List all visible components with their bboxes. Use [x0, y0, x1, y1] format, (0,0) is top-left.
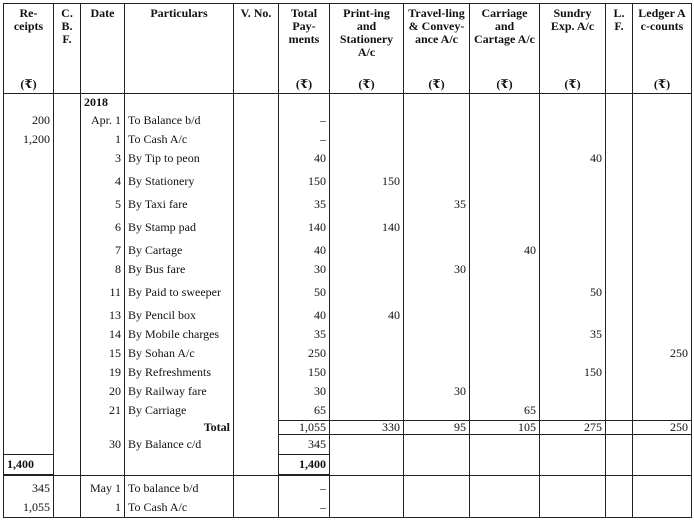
- voucher-cell: [234, 168, 279, 195]
- entry-date: 1: [81, 498, 125, 518]
- total-payment-amount: 40: [279, 241, 330, 260]
- entry-particulars: By Cartage: [125, 241, 234, 260]
- empty-cell: [606, 479, 633, 498]
- entry-date: 8: [81, 260, 125, 279]
- total-payment-amount: 150: [279, 168, 330, 195]
- voucher-cell: [234, 306, 279, 325]
- total-payment-amount: –: [279, 479, 330, 498]
- lf-cell: [606, 241, 633, 260]
- receipt-amount: [4, 241, 54, 260]
- entry-particulars: By Paid to sweeper: [125, 279, 234, 306]
- grand-total-payments: 1,400: [279, 455, 330, 476]
- entry-date: May 1: [81, 479, 125, 498]
- entry-particulars: By Stationery: [125, 168, 234, 195]
- printing-amount: [330, 325, 404, 344]
- empty-cell: [330, 498, 404, 518]
- travel-amount: [404, 363, 470, 382]
- carriage-amount: [470, 168, 540, 195]
- travel-amount: [404, 111, 470, 130]
- receipt-amount: [4, 363, 54, 382]
- travel-amount: 30: [404, 382, 470, 401]
- sundry-amount: [540, 260, 606, 279]
- cbf-cell: [54, 498, 81, 518]
- sundry-amount: [540, 241, 606, 260]
- ledger-amount: [633, 214, 692, 241]
- printing-amount: [330, 260, 404, 279]
- total-sundry-sum: 275: [540, 421, 606, 435]
- travel-amount: [404, 214, 470, 241]
- carriage-amount: 40: [470, 241, 540, 260]
- total-payment-amount: 65: [279, 401, 330, 421]
- ledger-row: [4, 260, 692, 279]
- ledger-row: [4, 279, 692, 306]
- cbf-cell: [54, 479, 81, 498]
- lf-cell: [606, 168, 633, 195]
- printing-amount: 150: [330, 168, 404, 195]
- balance-cd-amount: 345: [279, 435, 330, 455]
- col-cbf: C. B. F.: [54, 4, 81, 76]
- grand-total-row: [4, 455, 692, 476]
- receipt-amount: [4, 401, 54, 421]
- empty-cell: [540, 498, 606, 518]
- total-payment-amount: 250: [279, 344, 330, 363]
- cbf-cell: [54, 195, 81, 214]
- printing-amount: [330, 130, 404, 149]
- entry-particulars: By Tip to peon: [125, 149, 234, 168]
- entry-date: Apr. 1: [81, 111, 125, 130]
- cbf-cell: [54, 111, 81, 130]
- header-row: [4, 4, 692, 76]
- voucher-cell: [234, 344, 279, 363]
- entry-particulars: By Carriage: [125, 401, 234, 421]
- entry-particulars: To Balance b/d: [125, 111, 234, 130]
- carriage-amount: [470, 279, 540, 306]
- sundry-amount: [540, 168, 606, 195]
- ledger-amount: [633, 241, 692, 260]
- receipt-amount: [4, 325, 54, 344]
- total-payment-amount: 150: [279, 363, 330, 382]
- ledger-amount: [633, 401, 692, 421]
- entry-particulars: By Mobile charges: [125, 325, 234, 344]
- col-ledger-accounts: Ledger A c-counts: [633, 4, 692, 76]
- receipt-amount: [4, 214, 54, 241]
- empty-cell: [330, 479, 404, 498]
- ledger-row: [4, 241, 692, 260]
- ledger-row: [4, 149, 692, 168]
- ledger-amount: [633, 130, 692, 149]
- ledger-row: [4, 111, 692, 130]
- voucher-cell: [234, 325, 279, 344]
- voucher-cell: [234, 479, 279, 498]
- total-payment-amount: 35: [279, 325, 330, 344]
- total-payment-amount: –: [279, 130, 330, 149]
- entry-date: 19: [81, 363, 125, 382]
- lf-cell: [606, 260, 633, 279]
- ledger-amount: [633, 382, 692, 401]
- carriage-amount: [470, 260, 540, 279]
- empty-cell: [633, 498, 692, 518]
- entry-date: 21: [81, 401, 125, 421]
- may-ledger-row: [4, 479, 692, 498]
- voucher-cell: [234, 149, 279, 168]
- voucher-cell: [234, 498, 279, 518]
- total-payment-amount: 30: [279, 260, 330, 279]
- carriage-amount: [470, 363, 540, 382]
- voucher-cell: [234, 279, 279, 306]
- total-carriage-sum: 105: [470, 421, 540, 435]
- col-total-payments: Total Pay-ments: [279, 4, 330, 76]
- ledger-amount: [633, 260, 692, 279]
- entry-date: 4: [81, 168, 125, 195]
- total-row: [4, 421, 692, 435]
- ledger-amount: [633, 195, 692, 214]
- voucher-cell: [234, 363, 279, 382]
- entry-date: 11: [81, 279, 125, 306]
- ledger-amount: [633, 279, 692, 306]
- carriage-amount: [470, 382, 540, 401]
- cbf-cell: [54, 382, 81, 401]
- sundry-amount: 40: [540, 149, 606, 168]
- total-payment-amount: 50: [279, 279, 330, 306]
- empty-cell: [540, 479, 606, 498]
- carriage-amount: [470, 325, 540, 344]
- total-ledger-sum: 250: [633, 421, 692, 435]
- travel-amount: [404, 130, 470, 149]
- entry-date: 15: [81, 344, 125, 363]
- cbf-cell: [54, 214, 81, 241]
- rupee-symbol: (₹): [404, 75, 470, 94]
- year-row: [4, 94, 692, 112]
- ledger-row: [4, 195, 692, 214]
- sundry-amount: 35: [540, 325, 606, 344]
- lf-cell: [606, 130, 633, 149]
- may-ledger-row: [4, 498, 692, 518]
- rupee-symbol: (₹): [470, 75, 540, 94]
- cbf-cell: [54, 306, 81, 325]
- receipt-amount: [4, 260, 54, 279]
- ledger-row: [4, 306, 692, 325]
- sundry-amount: [540, 344, 606, 363]
- rupee-symbol: (₹): [279, 75, 330, 94]
- total-payment-amount: 40: [279, 306, 330, 325]
- lf-cell: [606, 279, 633, 306]
- cbf-cell: [54, 279, 81, 306]
- rupee-row: [4, 75, 692, 94]
- rupee-symbol: (₹): [633, 75, 692, 94]
- col-date: Date: [81, 4, 125, 76]
- voucher-cell: [234, 214, 279, 241]
- ledger-row: [4, 363, 692, 382]
- sundry-amount: 150: [540, 363, 606, 382]
- sundry-amount: [540, 111, 606, 130]
- ledger-row: [4, 130, 692, 149]
- total-payment-amount: 40: [279, 149, 330, 168]
- col-lf: L. F.: [606, 4, 633, 76]
- lf-cell: [606, 214, 633, 241]
- carriage-amount: 65: [470, 401, 540, 421]
- printing-amount: [330, 401, 404, 421]
- cbf-cell: [54, 363, 81, 382]
- receipt-amount: [4, 382, 54, 401]
- entry-date: 7: [81, 241, 125, 260]
- travel-amount: 35: [404, 195, 470, 214]
- empty-cell: [606, 498, 633, 518]
- year-label: 2018: [81, 94, 125, 112]
- carriage-amount: [470, 306, 540, 325]
- balance-cd-row: [4, 435, 692, 455]
- printing-amount: [330, 279, 404, 306]
- ledger-amount: 250: [633, 344, 692, 363]
- carriage-amount: [470, 149, 540, 168]
- empty-cell: [633, 479, 692, 498]
- entry-particulars: To balance b/d: [125, 479, 234, 498]
- receipt-amount: [4, 195, 54, 214]
- lf-cell: [606, 344, 633, 363]
- voucher-cell: [234, 241, 279, 260]
- col-printing-stationery: Print-ing and Stationery A/c: [330, 4, 404, 76]
- ledger-amount: [633, 168, 692, 195]
- entry-particulars: To Cash A/c: [125, 498, 234, 518]
- lf-cell: [606, 401, 633, 421]
- sundry-amount: [540, 130, 606, 149]
- petty-cash-book: [3, 3, 691, 527]
- lf-cell: [606, 382, 633, 401]
- balance-cd-particulars: By Balance c/d: [125, 435, 234, 455]
- travel-amount: 30: [404, 260, 470, 279]
- receipt-amount: 200: [4, 111, 54, 130]
- receipt-amount: 1,055: [4, 498, 54, 518]
- ledger-amount: [633, 306, 692, 325]
- printing-amount: 40: [330, 306, 404, 325]
- entry-date: 5: [81, 195, 125, 214]
- entry-particulars: By Sohan A/c: [125, 344, 234, 363]
- receipt-amount: [4, 306, 54, 325]
- petty-cash-book-table: [3, 3, 692, 518]
- empty-cell: [470, 498, 540, 518]
- entry-date: 14: [81, 325, 125, 344]
- travel-amount: [404, 279, 470, 306]
- entry-date: 20: [81, 382, 125, 401]
- carriage-amount: [470, 195, 540, 214]
- voucher-cell: [234, 401, 279, 421]
- receipt-amount: 345: [4, 479, 54, 498]
- printing-amount: [330, 344, 404, 363]
- printing-amount: [330, 111, 404, 130]
- total-payment-amount: –: [279, 498, 330, 518]
- entry-particulars: By Bus fare: [125, 260, 234, 279]
- travel-amount: [404, 325, 470, 344]
- lf-cell: [606, 149, 633, 168]
- cbf-cell: [54, 168, 81, 195]
- entry-particulars: By Taxi fare: [125, 195, 234, 214]
- ledger-row: [4, 325, 692, 344]
- receipt-amount: [4, 279, 54, 306]
- lf-cell: [606, 325, 633, 344]
- carriage-amount: [470, 214, 540, 241]
- col-voucher-no: V. No.: [234, 4, 279, 76]
- entry-particulars: By Refreshments: [125, 363, 234, 382]
- entry-date: 1: [81, 130, 125, 149]
- printing-amount: [330, 149, 404, 168]
- lf-cell: [606, 111, 633, 130]
- balance-cd-date: 30: [81, 435, 125, 455]
- col-sundry-exp: Sundry Exp. A/c: [540, 4, 606, 76]
- ledger-amount: [633, 149, 692, 168]
- cbf-cell: [54, 260, 81, 279]
- ledger-amount: [633, 363, 692, 382]
- sundry-amount: [540, 401, 606, 421]
- cbf-cell: [54, 344, 81, 363]
- cbf-cell: [54, 325, 81, 344]
- grand-total-receipts: 1,400: [4, 455, 54, 476]
- total-payment-amount: 35: [279, 195, 330, 214]
- receipt-amount: [4, 149, 54, 168]
- total-payment-amount: –: [279, 111, 330, 130]
- cbf-cell: [54, 241, 81, 260]
- voucher-cell: [234, 130, 279, 149]
- travel-amount: [404, 149, 470, 168]
- voucher-cell: [234, 260, 279, 279]
- col-carriage-cartage: Carriage and Cartage A/c: [470, 4, 540, 76]
- voucher-cell: [234, 111, 279, 130]
- carriage-amount: [470, 111, 540, 130]
- total-label: Total: [125, 421, 234, 435]
- sundry-amount: [540, 382, 606, 401]
- rupee-symbol: (₹): [4, 75, 54, 94]
- entry-particulars: By Railway fare: [125, 382, 234, 401]
- printing-amount: 140: [330, 214, 404, 241]
- receipt-amount: [4, 344, 54, 363]
- travel-amount: [404, 401, 470, 421]
- sundry-amount: 50: [540, 279, 606, 306]
- voucher-cell: [234, 382, 279, 401]
- entry-particulars: By Stamp pad: [125, 214, 234, 241]
- ledger-row: [4, 168, 692, 195]
- entry-particulars: By Pencil box: [125, 306, 234, 325]
- col-receipts: Re-ceipts: [4, 4, 54, 76]
- printing-amount: [330, 195, 404, 214]
- rupee-symbol: (₹): [330, 75, 404, 94]
- ledger-row: [4, 401, 692, 421]
- total-payments-sum: 1,055: [279, 421, 330, 435]
- sundry-amount: [540, 214, 606, 241]
- ledger-amount: [633, 111, 692, 130]
- carriage-amount: [470, 130, 540, 149]
- sundry-amount: [540, 306, 606, 325]
- ledger-amount: [633, 325, 692, 344]
- receipt-amount: 1,200: [4, 130, 54, 149]
- sundry-amount: [540, 195, 606, 214]
- carriage-amount: [470, 344, 540, 363]
- ledger-row: [4, 344, 692, 363]
- travel-amount: [404, 344, 470, 363]
- voucher-cell: [234, 195, 279, 214]
- entry-date: 3: [81, 149, 125, 168]
- lf-cell: [606, 195, 633, 214]
- empty-cell: [404, 479, 470, 498]
- travel-amount: [404, 241, 470, 260]
- col-travelling-conveyance: Travel-ling & Convey-ance A/c: [404, 4, 470, 76]
- printing-amount: [330, 241, 404, 260]
- travel-amount: [404, 168, 470, 195]
- cbf-cell: [54, 401, 81, 421]
- ledger-row: [4, 382, 692, 401]
- cbf-cell: [54, 149, 81, 168]
- receipt-amount: [4, 168, 54, 195]
- cbf-cell: [54, 130, 81, 149]
- entry-date: 13: [81, 306, 125, 325]
- travel-amount: [404, 306, 470, 325]
- entry-particulars: To Cash A/c: [125, 130, 234, 149]
- rupee-symbol: (₹): [540, 75, 606, 94]
- total-payment-amount: 30: [279, 382, 330, 401]
- total-printing-sum: 330: [330, 421, 404, 435]
- empty-cell: [404, 498, 470, 518]
- ledger-row: [4, 214, 692, 241]
- lf-cell: [606, 306, 633, 325]
- col-particulars: Particulars: [125, 4, 234, 76]
- printing-amount: [330, 363, 404, 382]
- total-travel-sum: 95: [404, 421, 470, 435]
- entry-date: 6: [81, 214, 125, 241]
- printing-amount: [330, 382, 404, 401]
- empty-cell: [470, 479, 540, 498]
- total-payment-amount: 140: [279, 214, 330, 241]
- lf-cell: [606, 363, 633, 382]
